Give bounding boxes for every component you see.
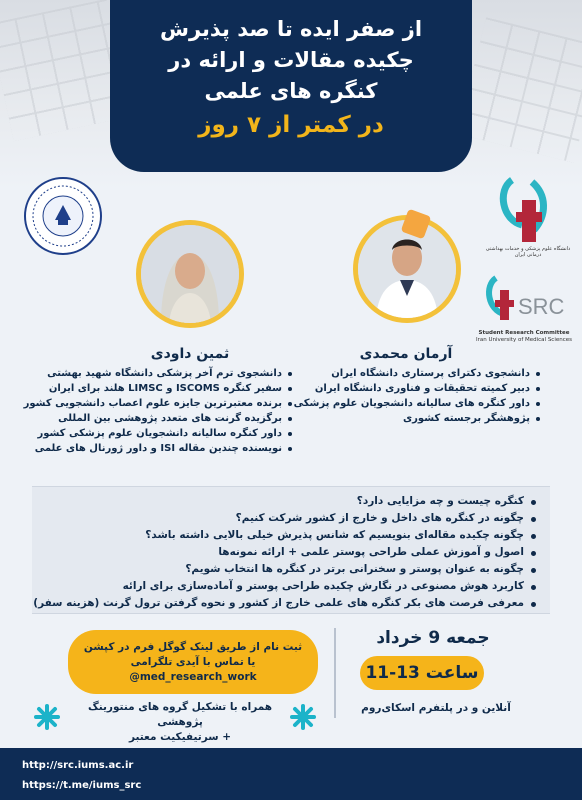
title-line-3: کنگره های علمی xyxy=(204,79,378,103)
topic-item: چگونه در کنگره های داخل و خارج از کشور شرکت کنیم؟ xyxy=(32,510,536,527)
asterisk-icon xyxy=(290,704,316,730)
bio-item: دبیر کمیته تحقیقات و فناوری دانشگاه ایران xyxy=(314,381,540,396)
divider xyxy=(334,628,336,718)
registration-line-1: ثبت نام از طریق لینک گوگل فرم در کپشن xyxy=(83,641,303,653)
bio-item: پژوهشگر برجسته کشوری xyxy=(314,411,540,426)
speaker-bio-samin xyxy=(23,366,292,456)
topic-item: اصول و آموزش عملی طراحی پوستر علمی + ارائه نمونه‌ها xyxy=(32,544,536,561)
title-accent: در کمتر از ۷ روز xyxy=(198,112,384,138)
title-line-2: چکیده مقالات و ارائه در xyxy=(168,48,414,72)
mentoring-line-1: همراه با تشکیل گروه های منتورینگ پژوهشی xyxy=(87,701,273,728)
speaker-name-arman: آرمان محمدی xyxy=(359,346,453,362)
speaker-name-samin: ثمین داودی xyxy=(150,346,230,362)
src-caption-2: Iran University of Medical Sciences xyxy=(475,337,573,343)
topic-item: چگونه به عنوان پوستر و سخنرانی برتر در کنگره ها انتخاب شویم؟ xyxy=(32,561,536,578)
topic-item: چگونه چکیده مقاله‌ای بنویسیم که شانس پذیرش خیلی بالایی داشته باشد؟ xyxy=(32,527,536,544)
bio-item: دانشجوی ترم آخر پزشکی دانشگاه شهید بهشتی xyxy=(40,366,292,381)
event-date: جمعه 9 خرداد xyxy=(376,628,490,648)
src-caption-1: Student Research Committee xyxy=(478,330,570,336)
telegram-handle[interactable]: @med_research_work xyxy=(129,671,257,683)
bio-item: داور کنگره سالیانه دانشجویان علوم پزشکی کشور xyxy=(40,426,292,441)
mentoring-note xyxy=(80,700,280,745)
speaker-bio-arman xyxy=(293,366,540,426)
bio-item: دانشجوی دکترای پرستاری دانشگاه ایران xyxy=(314,366,540,381)
telegram-link[interactable]: https://t.me/iums_src xyxy=(22,780,142,791)
bio-item: برنده معتبرترین جایزه علوم اعصاب دانشجویی کشور xyxy=(40,396,292,411)
bio-item: داور کنگره های سالیانه دانشجویان علوم پزشکی xyxy=(314,396,540,411)
website-link[interactable]: http://src.iums.ac.ir xyxy=(22,760,134,771)
topic-item: کنگره چیست و چه مزایایی دارد؟ xyxy=(32,493,536,510)
title-banner xyxy=(110,0,472,172)
registration-line-2: یا تماس با آیدی تلگرامی xyxy=(130,656,256,668)
topic-item: کاربرد هوش مصنوعی در نگارش چکیده طراحی پوستر و آماده‌سازی برای ارائه xyxy=(32,578,536,595)
mentoring-line-2: + سرتیفیکیت معتبر xyxy=(128,731,232,743)
bio-item: برگزیده گرنت های متعدد پژوهشی بین المللی xyxy=(40,411,292,426)
bio-item: نویسنده چندین مقاله ISI و داور ژورنال های علمی xyxy=(40,441,292,456)
event-platform: آنلاین و در پلتفرم اسکای‌روم xyxy=(361,702,511,714)
asterisk-icon xyxy=(34,704,60,730)
university-seal-logo xyxy=(22,175,104,257)
topics-panel xyxy=(32,486,550,614)
title-line-1: از صفر ایده تا صد پذیرش xyxy=(159,17,423,41)
topic-item: معرفی فرصت های بکر کنگره های علمی خارج از کشور و نحوه گرفتن ترول گرنت (هزینه سفر) xyxy=(32,595,536,612)
footer-bar xyxy=(0,748,582,800)
event-time: ساعت 13-11 xyxy=(360,656,484,690)
speaker-photo-samin xyxy=(136,220,244,328)
iums-logo-caption: دانشگاه علوم پزشکی و خدمات بهداشتی درمانی ایران xyxy=(485,246,571,258)
bio-item: سفیر کنگره ISCOMS و LIMSC هلند برای ایران xyxy=(40,381,292,396)
src-logo-text: SRC xyxy=(518,294,565,319)
registration-box xyxy=(68,630,318,694)
